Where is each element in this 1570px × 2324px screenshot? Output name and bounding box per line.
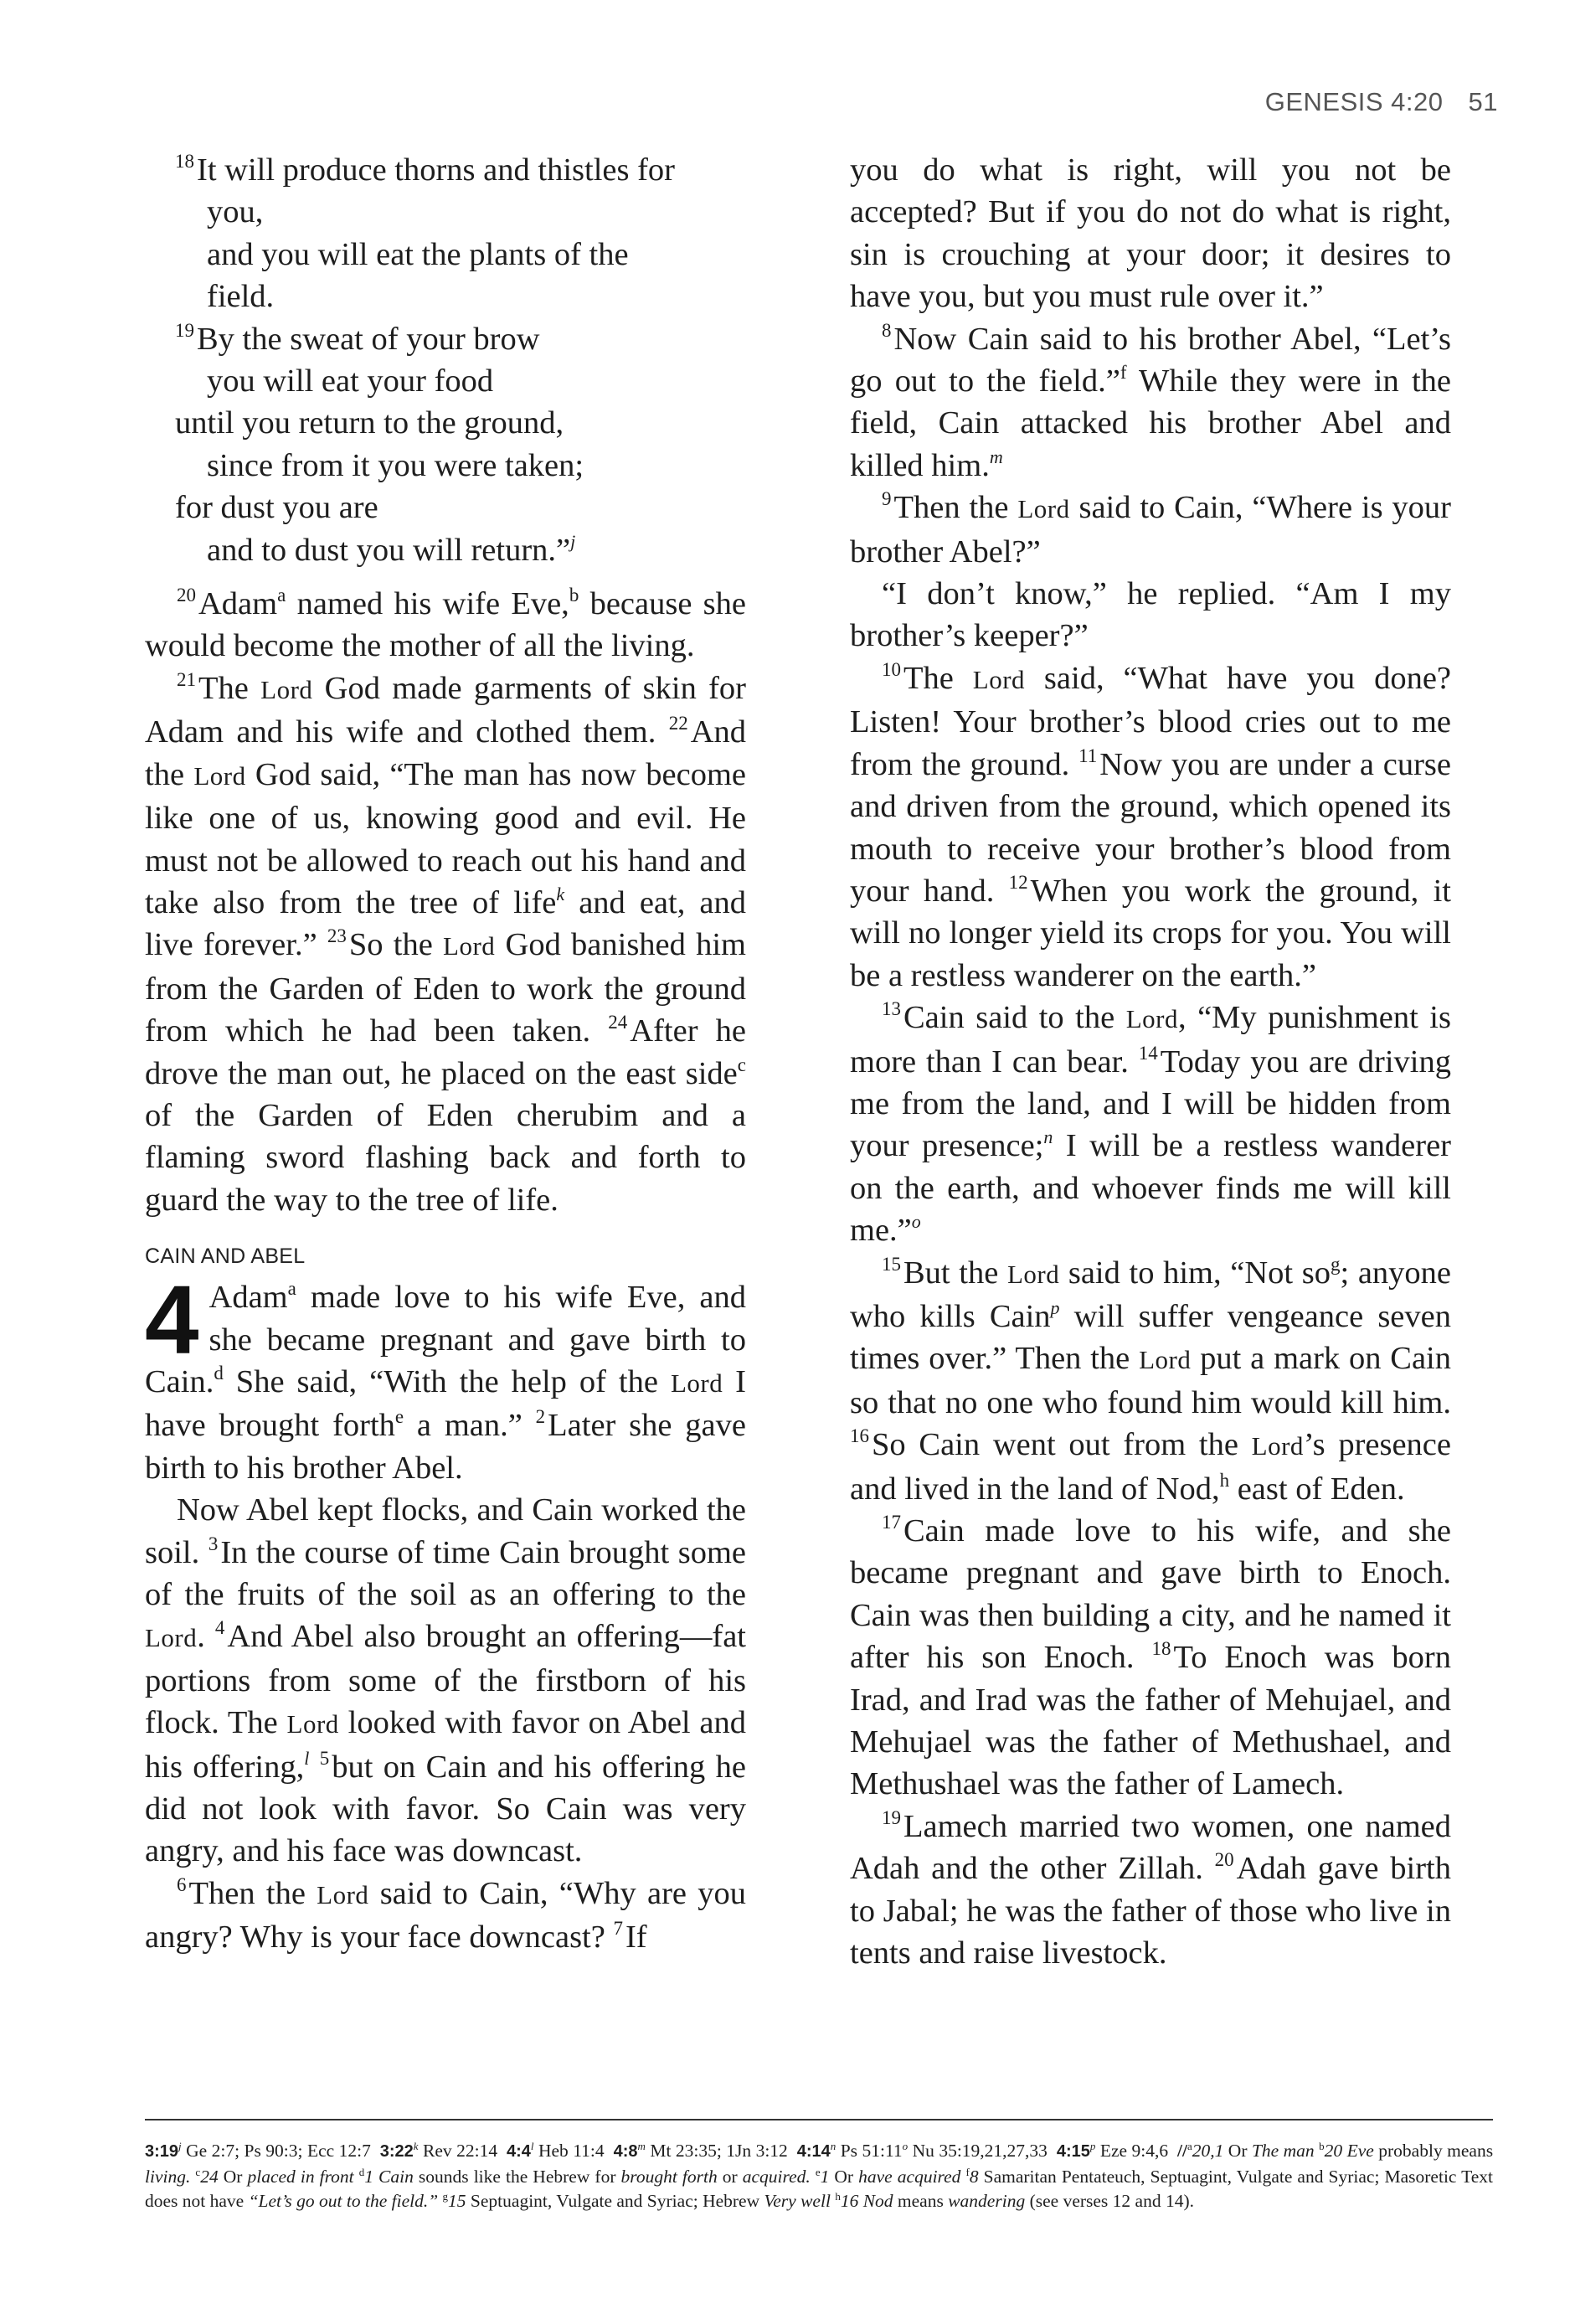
poem-text: By the sweat of your brow: [197, 321, 540, 357]
footnote-text: means: [893, 2191, 949, 2211]
crossref-letter: p: [1089, 2140, 1096, 2152]
footnote-text: Eve: [1342, 2141, 1374, 2161]
footnote-text: Very well: [764, 2191, 831, 2211]
footnote-ref: 8: [969, 2166, 979, 2187]
footnote-text: Septuagint, Vulgate and Syriac; Hebrew: [466, 2191, 764, 2211]
text: Now Abel kept flocks, and Cain worked the soil.: [145, 1492, 746, 1570]
crossref-text: Heb 11:4: [533, 2141, 605, 2161]
text: said to Cain, “Why are you angry? Why is your face downcast?: [145, 1875, 746, 1956]
lord-smallcaps: Lord: [1125, 1004, 1178, 1034]
text: and eat, and live forever.”: [145, 884, 746, 963]
text: Today you are driving me from the land, and I will be hidden from your presence;: [850, 1043, 1451, 1164]
right-column: [850, 149, 1451, 1974]
cross-ref-marker: k: [556, 883, 565, 904]
paragraph: [850, 487, 1451, 573]
running-header: [1265, 87, 1498, 117]
text: .: [197, 1619, 215, 1655]
crossref-letter: l: [530, 2140, 534, 2152]
verse-number: 8: [882, 319, 892, 341]
paragraph: [145, 1873, 746, 1959]
text: Then the: [893, 490, 1018, 526]
text: The: [903, 660, 973, 696]
verse-number: 4: [214, 1617, 225, 1639]
poem-text: It will produce thorns and thistles for: [197, 152, 675, 188]
text: east of Eden.: [1229, 1471, 1405, 1507]
text: [309, 1749, 319, 1785]
footnote-separator: //: [1177, 2141, 1187, 2161]
footnote-ref: 16: [840, 2191, 859, 2211]
text: When you work the ground, it will no longer yield its crops for you. You will be a restless wanderer on the earth.”: [850, 873, 1451, 993]
text: Adam: [198, 586, 278, 622]
crossref-ref: 4:14: [796, 2142, 831, 2161]
footnote-text: or: [717, 2166, 743, 2187]
paragraph: [145, 667, 746, 1221]
footnote-text: (see verses 12 and 14).: [1025, 2191, 1194, 2211]
text: Lamech married two women, one named Adah and the other Zillah.: [850, 1808, 1451, 1887]
text: She said, “With the help of the: [223, 1363, 671, 1399]
text: God said, “The man has now become like one of us, knowing good and evil. He must not be allowed to reach out his hand and take also from the tree of life: [145, 756, 746, 920]
chapter-number: 4: [145, 1265, 199, 1375]
verse-number: 20: [177, 585, 196, 606]
crossref-text: Ge 2:7; Ps 90:3; Ecc 12:7: [181, 2141, 371, 2161]
verse-number: 6: [177, 1873, 187, 1895]
crossref-ref: 4:8: [613, 2142, 638, 2161]
footnote-text: The man: [1251, 2141, 1315, 2161]
lord-smallcaps: Lord: [1251, 1431, 1304, 1461]
poem-line: since from it you were taken;: [207, 447, 584, 483]
footnote-marker: e: [394, 1406, 404, 1428]
text: a man.”: [404, 1408, 536, 1444]
paragraph: [145, 1489, 746, 1873]
footnote-text: Nod: [858, 2191, 893, 2211]
cross-ref-marker: p: [1050, 1296, 1060, 1318]
text: put a mark on Cain so that no one who found him would kill him.: [850, 1341, 1451, 1420]
crossref-letter: o: [902, 2140, 909, 2152]
text: And the: [145, 714, 746, 792]
text: said to Cain, “Where is your brother Abel?”: [850, 490, 1451, 569]
verse-number: 16: [850, 1425, 869, 1447]
lord-smallcaps: Lord: [145, 1623, 198, 1653]
lord-smallcaps: Lord: [972, 664, 1026, 694]
verse-number: 12: [1008, 871, 1028, 893]
footnote-text: acquired.: [742, 2166, 811, 2187]
footnote-letter: e: [815, 2165, 821, 2178]
lord-smallcaps: Lord: [1139, 1345, 1192, 1375]
paragraph: [145, 583, 746, 667]
crossref-letter: j: [178, 2140, 182, 2152]
text: Cain said to the: [903, 1000, 1126, 1036]
verse-number: 13: [882, 998, 901, 1020]
footnote-text: living.: [145, 2166, 191, 2187]
text: God made garments of skin for Adam and his wife and clothed them.: [145, 670, 746, 750]
paragraph: [850, 1806, 1451, 1975]
footnote-ref: 20,1: [1192, 2141, 1224, 2161]
lord-smallcaps: Lord: [260, 674, 313, 704]
footnote-marker: a: [287, 1278, 296, 1300]
cross-ref-marker: m: [989, 446, 1003, 467]
crossref-ref: 3:19: [145, 2142, 179, 2161]
poem-text: and to dust you will return.”: [207, 532, 571, 568]
crossref-ref: 4:4: [506, 2142, 531, 2161]
footnote-marker: f: [1120, 362, 1127, 384]
footnote-letter: c: [195, 2165, 201, 2178]
poem-line: field.: [207, 279, 275, 315]
footnote-text: Or: [829, 2166, 859, 2187]
footnotes: [145, 2139, 1493, 2214]
text: ; anyone who kills Cain: [850, 1255, 1451, 1334]
footnote-letter: f: [965, 2165, 970, 2178]
text: , “My punishment is more than I can bear.: [850, 1000, 1451, 1080]
text: Cain made love to his wife, and she became pregnant and gave birth to Enoch. Cain was then building a city, and he named it after his son Enoch.: [850, 1513, 1451, 1676]
paragraph: [850, 1510, 1451, 1806]
poem-line: you will eat your food: [207, 363, 494, 399]
cross-ref-marker: l: [304, 1747, 310, 1769]
lord-smallcaps: Lord: [193, 760, 246, 791]
text: Adam: [208, 1280, 288, 1316]
footnote-text: “Let’s go out to the field.”: [248, 2191, 439, 2211]
poem-line: for dust you are: [175, 490, 378, 526]
crossref-text: Ps 51:11: [836, 2141, 903, 2161]
text: will suffer vengeance seven times over.” Then the: [850, 1298, 1451, 1377]
footnote-marker: c: [737, 1054, 746, 1075]
text: So the: [348, 927, 444, 963]
text: looked with favor on Abel and his offering,: [145, 1705, 747, 1785]
text: I will be a restless wanderer on the earth, and whoever finds me will kill me.”: [850, 1128, 1451, 1249]
poem-line: [145, 529, 746, 571]
footnote-letter: h: [835, 2190, 841, 2203]
footnote-letter: d: [358, 2165, 365, 2178]
crossref-letter: m: [637, 2140, 646, 2152]
footnote-letter: a: [1187, 2140, 1192, 2152]
footnote-marker: d: [214, 1362, 224, 1384]
footnote-ref: 1: [364, 2166, 373, 2187]
text: While they were in the field, Cain attacked his brother Abel and killed him.: [850, 363, 1451, 483]
crossref-text: Eze 9:4,6: [1095, 2141, 1169, 2161]
paragraph: [850, 997, 1451, 1251]
text: But the: [903, 1255, 1007, 1291]
paragraph: [850, 1252, 1451, 1510]
section-heading: CAIN AND ABEL: [145, 1244, 306, 1269]
text: made love to his wife Eve, and she became pregnant and gave birth to Cain.: [145, 1280, 746, 1399]
text: I have brought forth: [145, 1363, 746, 1444]
poem-block: [145, 149, 746, 571]
verse-number: 3: [208, 1533, 219, 1554]
verse-number: 20: [1214, 1849, 1234, 1871]
lord-smallcaps: Lord: [443, 931, 496, 961]
crossref-text: Mt 23:35; 1Jn 3:12: [645, 2141, 788, 2161]
lord-smallcaps: Lord: [1017, 494, 1070, 524]
poem-line: until you return to the ground,: [175, 405, 564, 441]
left-column: [145, 149, 746, 1959]
crossref-letter: n: [830, 2140, 836, 2152]
lord-smallcaps: Lord: [317, 1879, 369, 1909]
verse-number: 15: [882, 1253, 901, 1275]
poem-line: you,: [207, 194, 264, 230]
text: but on Cain and his offering he did not look with favor. So Cain was very angry, and his face was downcast.: [145, 1749, 747, 1869]
text: In the course of time Cain brought some of the fruits of the soil as an offering to the: [145, 1534, 746, 1612]
footnote-text: Or: [1223, 2141, 1252, 2161]
lord-smallcaps: Lord: [286, 1709, 339, 1739]
footnote-text: sounds like the Hebrew for: [413, 2166, 621, 2187]
text: So Cain went out from the: [872, 1427, 1252, 1463]
paragraph: you do what is right, will you not be accepted? But if you do not do what is right, sin is crouching at your door; it desires to have you, but you must rule over it.”: [850, 152, 1451, 315]
text: Then the: [188, 1875, 317, 1911]
cross-ref-marker: o: [911, 1211, 921, 1233]
footnote-text: placed in front: [247, 2166, 354, 2187]
footnote-letter: b: [1319, 2140, 1325, 2152]
lord-smallcaps: Lord: [670, 1368, 723, 1398]
footnote-text: Samaritan Pentateuch, Septuagint, Vulgate and Syriac; Masoretic Text does not have: [145, 2166, 1494, 2211]
verse-number: 9: [882, 488, 892, 510]
footnote-marker: g: [1330, 1253, 1341, 1275]
text: After he drove the man out, he placed on the east side: [145, 1013, 746, 1091]
text: To Enoch was born Irad, and Irad was the father of Mehujael, and Mehujael was the father of Methushael, and Methushael was the father of Lamech.: [850, 1640, 1451, 1802]
footnote-ref: 1: [820, 2166, 830, 2187]
footnote-ref: 20: [1324, 2141, 1343, 2161]
lord-smallcaps: Lord: [1006, 1259, 1060, 1289]
text: said to him, “Not so: [1059, 1255, 1331, 1291]
poem-line: and you will eat the plants of the: [207, 236, 629, 272]
crossref-ref: 3:22: [379, 2142, 414, 2161]
crossref-letter: k: [413, 2140, 419, 2152]
verse-number: 21: [177, 668, 196, 690]
footnote-divider: [145, 2119, 1493, 2120]
verse-number: 18: [175, 151, 194, 172]
footnote-text: probably means: [1373, 2141, 1494, 2161]
paragraph: [850, 657, 1451, 997]
footnote-letter: g: [442, 2190, 449, 2203]
footnote-text: Cain: [373, 2166, 414, 2187]
footnote-ref: 24: [200, 2166, 219, 2187]
text: Now you are under a curse and driven from the ground, which opened its mouth to receive your brother’s blood from your hand.: [850, 746, 1451, 909]
page-number: 51: [1468, 87, 1498, 116]
paragraph: [145, 1265, 746, 1489]
verse-number: 24: [608, 1012, 628, 1033]
text: said, “What have you done? Listen! Your brother’s blood cries out to me from the ground.: [850, 660, 1451, 782]
paragraph: [850, 318, 1451, 487]
cross-ref-marker: j: [570, 530, 576, 552]
footnote-text: Or: [218, 2166, 248, 2187]
verse-number: 19: [882, 1806, 901, 1828]
text: Later she gave birth to his brother Abel.: [145, 1408, 746, 1486]
footnote-text: wandering: [948, 2191, 1026, 2211]
text: If: [625, 1919, 647, 1956]
crossref-ref: 4:15: [1056, 2142, 1090, 2161]
footnote-ref: 15: [448, 2191, 466, 2211]
verse-number: 11: [1078, 745, 1098, 766]
verse-number: 18: [1151, 1638, 1171, 1660]
verse-number: 7: [613, 1918, 623, 1940]
text: named his wife Eve,: [286, 586, 569, 622]
text: Now Cain said to his brother Abel, “Let’s go out to the field.”: [850, 321, 1451, 399]
footnote-marker: h: [1219, 1469, 1230, 1491]
footnote-marker: b: [569, 585, 579, 606]
text: ’s presence and lived in the land of Nod,: [850, 1427, 1451, 1507]
verse-number: 23: [327, 925, 347, 947]
verse-number: 17: [882, 1512, 901, 1533]
poem-line: [145, 318, 746, 360]
cross-ref-marker: n: [1043, 1126, 1053, 1148]
text: The: [198, 670, 261, 706]
verse-number: 10: [882, 658, 901, 680]
crossref-text: Rev 22:14: [418, 2141, 498, 2161]
text: because she would become the mother of all the living.: [145, 586, 746, 664]
verse-number: 22: [668, 713, 688, 734]
verse-number: 19: [175, 319, 194, 341]
footnote-text: brought forth: [620, 2166, 718, 2187]
book-chapter-ref: GENESIS 4:20: [1264, 87, 1444, 116]
verse-number: 2: [535, 1406, 546, 1428]
paragraph: “I don’t know,” he replied. “Am I my brother’s keeper?”: [850, 576, 1451, 654]
text: of the Garden of Eden cherubim and a flaming sword flashing back and forth to guard the way to the tree of life.: [145, 1097, 746, 1218]
text: And Abel also brought an offering—fat portions from some of the firstborn of his flock. The: [145, 1619, 746, 1741]
verse-number: 14: [1138, 1042, 1158, 1064]
text: God banished him from the Garden of Eden to work the ground from which he had been taken.: [145, 927, 746, 1049]
verse-number: 5: [319, 1747, 330, 1769]
text: Adah gave birth to Jabal; he was the father of those who live in tents and raise livestock.: [850, 1851, 1451, 1971]
footnote-text: have acquired: [858, 2166, 961, 2187]
poem-line: [145, 149, 746, 191]
crossref-text: Nu 35:19,21,27,33: [908, 2141, 1048, 2161]
footnote-marker: a: [277, 585, 286, 606]
